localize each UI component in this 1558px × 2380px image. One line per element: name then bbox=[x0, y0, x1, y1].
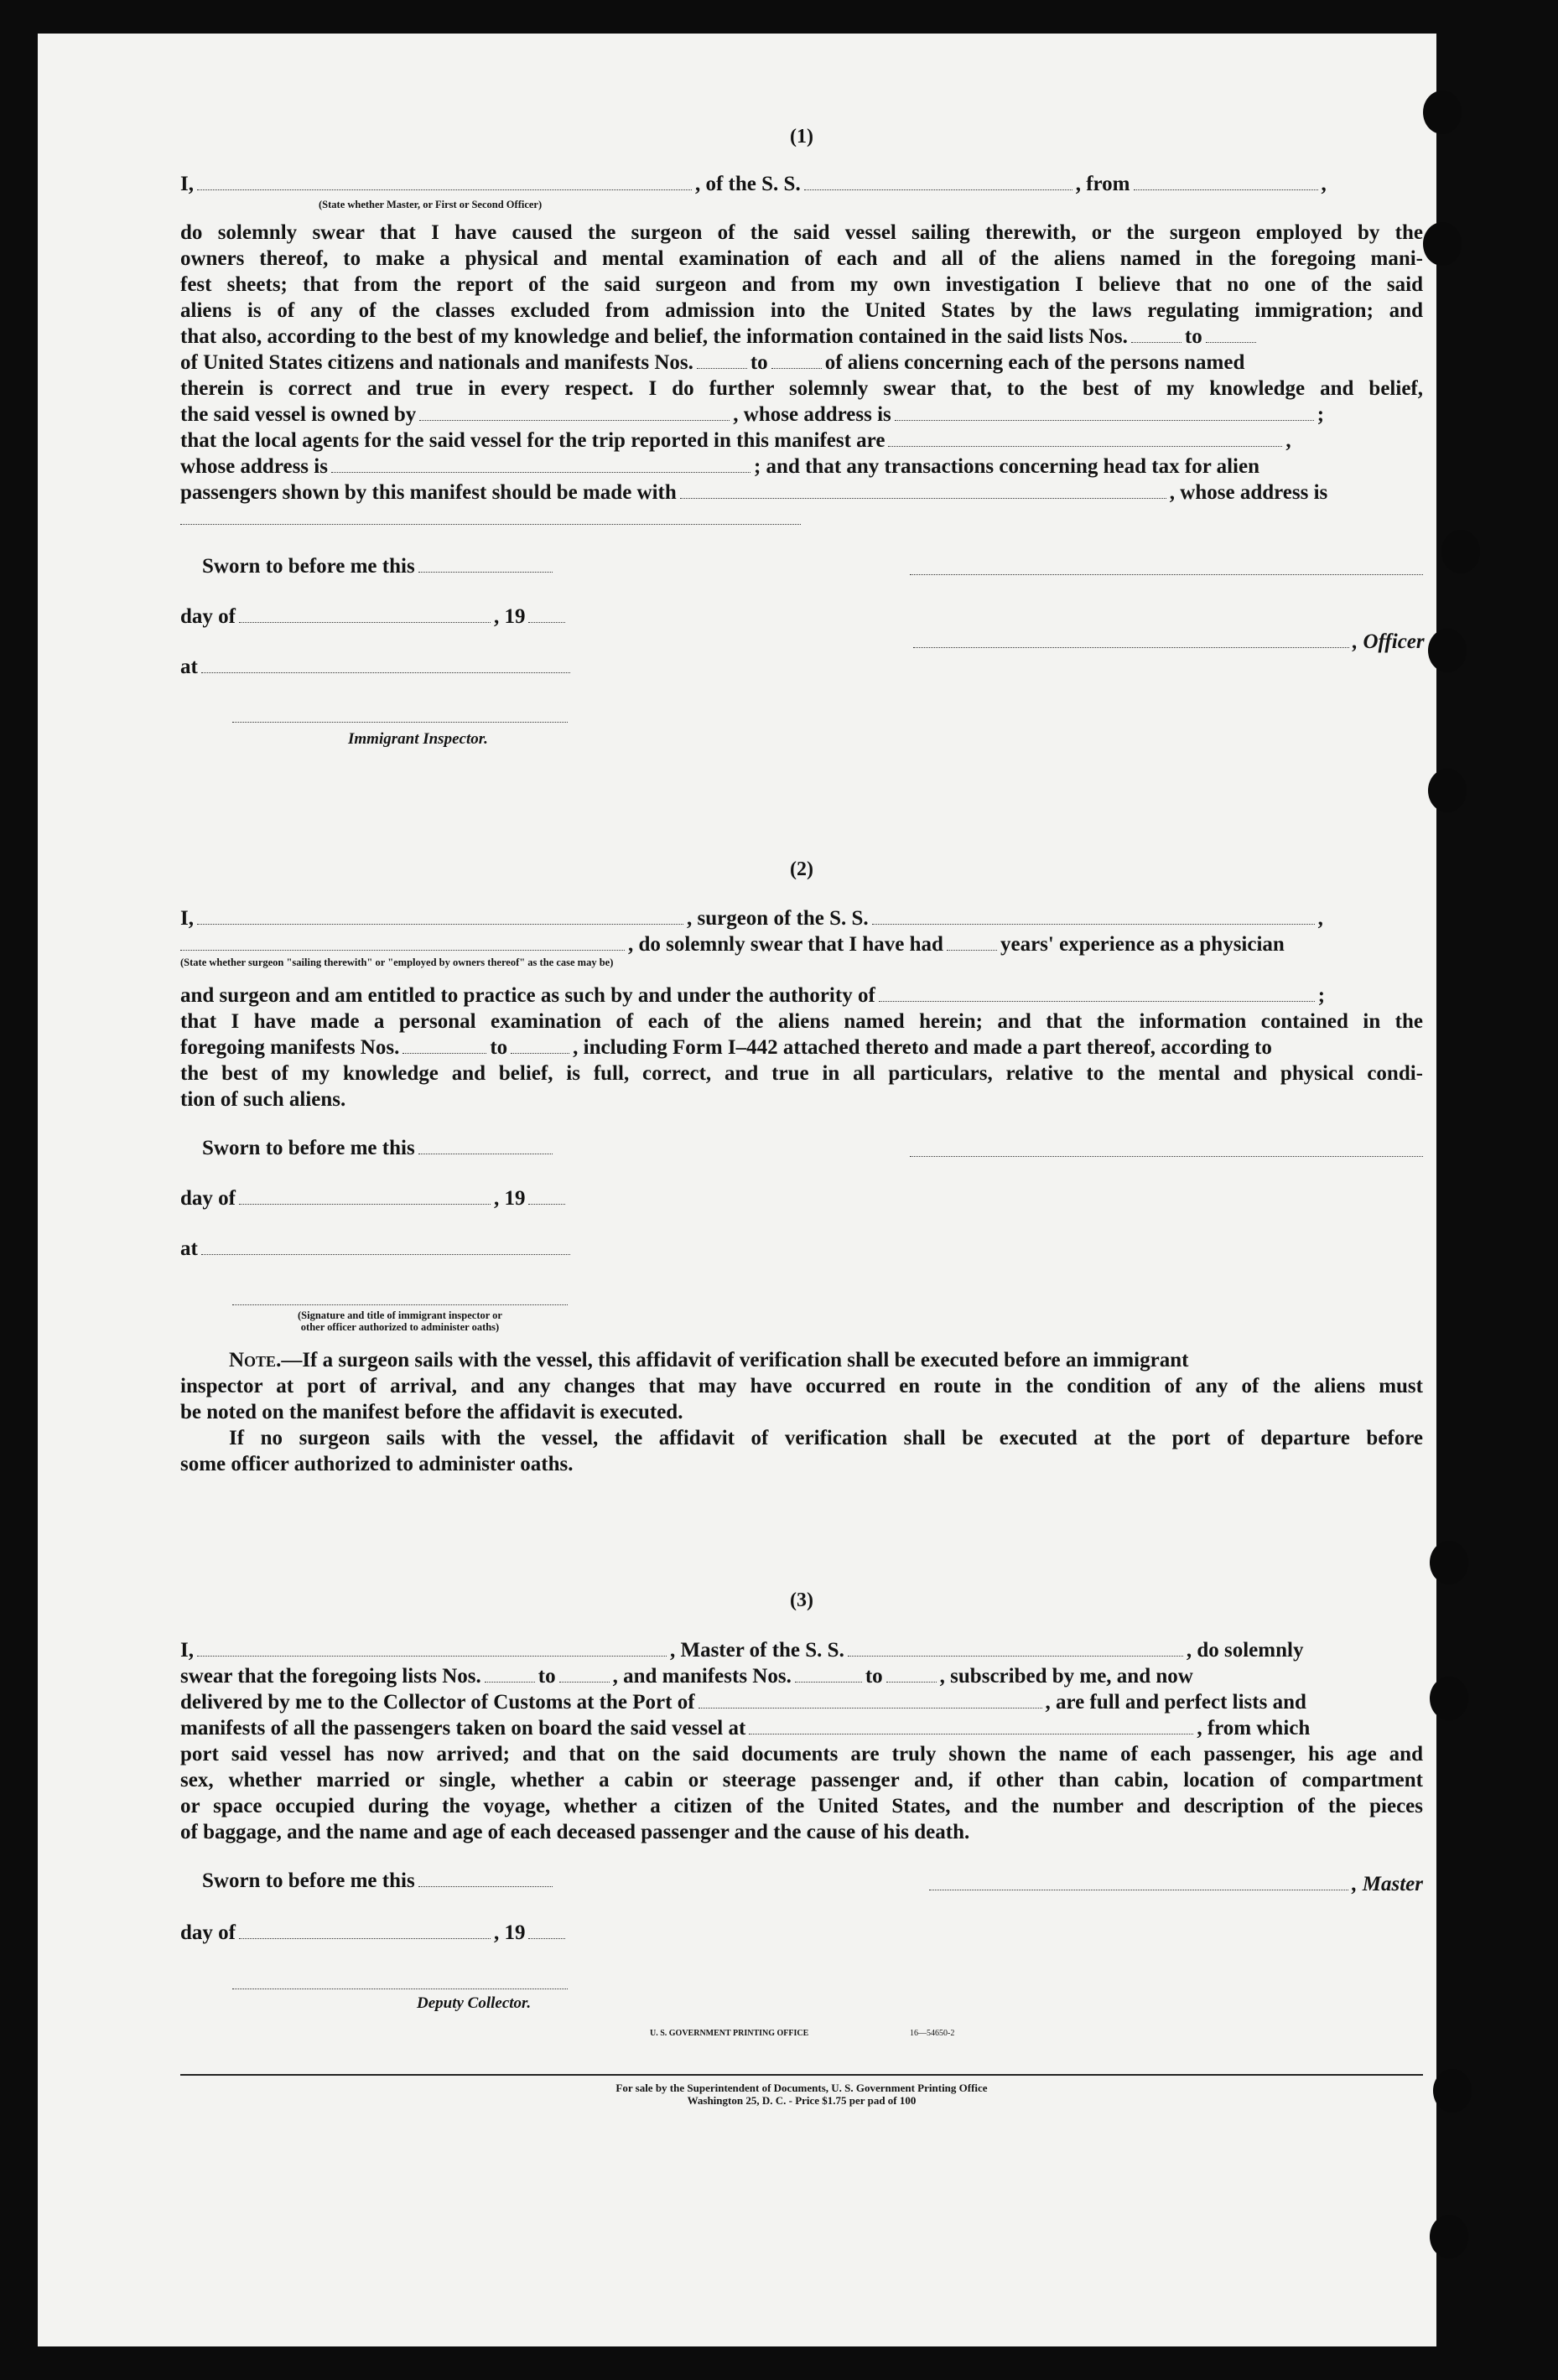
s2-month-field[interactable] bbox=[239, 1203, 491, 1205]
s2-manifest-from-field[interactable] bbox=[402, 1052, 486, 1054]
s2-inspector-signature-line[interactable] bbox=[232, 1304, 568, 1305]
s2-year-field[interactable] bbox=[528, 1203, 565, 1205]
s2-body-2: foregoing manifests Nos. to , including Form I–442 attached thereto and made a part thereof, according to bbox=[180, 1036, 1272, 1059]
s3-month-field[interactable] bbox=[239, 1937, 491, 1939]
s3-sworn-day-field[interactable] bbox=[418, 1885, 553, 1887]
section-3-heading: (3) bbox=[790, 1589, 813, 1611]
note-label: Note. bbox=[229, 1349, 282, 1371]
s3-vessel-field[interactable] bbox=[848, 1655, 1183, 1657]
s1-sworn: Sworn to before me this bbox=[202, 553, 1445, 579]
s1-body-7: the said vessel is owned by , whose address is ; bbox=[180, 403, 1325, 426]
owner-field[interactable] bbox=[419, 419, 730, 421]
s1-line-1: I, , of the S. S. , from , bbox=[180, 173, 1327, 195]
note-line-1: inspector at port of arrival, and any changes that may have occurred en route in the condition of any of the aliens must bbox=[180, 1375, 1423, 1397]
document-page bbox=[38, 34, 1436, 2346]
s3-manifest-to-field[interactable] bbox=[886, 1681, 937, 1683]
s1-body-1: owners thereof, to make a physical and mental examination of each and all of the aliens named in the foregoing mani- bbox=[180, 247, 1423, 270]
s1-officer-signature-line[interactable] bbox=[910, 574, 1423, 575]
s1-body-2: fest sheets; that from the report of the said surgeon and from my own investigation I believe that no one of the said bbox=[180, 273, 1423, 296]
s2-at: at bbox=[180, 1236, 1423, 1262]
printing-office: U. S. GOVERNMENT PRINTING OFFICE bbox=[650, 2029, 809, 2038]
deputy-collector-caption: Deputy Collector. bbox=[417, 1994, 532, 2012]
surgeon-name-field[interactable] bbox=[197, 923, 683, 925]
s3-line-4: manifests of all the passengers taken on board the said vessel at , from which bbox=[180, 1717, 1311, 1740]
s1-at: at bbox=[180, 654, 1423, 680]
master-field[interactable] bbox=[197, 189, 692, 190]
head-tax-address-field[interactable] bbox=[180, 524, 801, 525]
s2-line-1: I, , surgeon of the S. S. , bbox=[180, 907, 1323, 930]
s2-manifest-to-field[interactable] bbox=[511, 1052, 569, 1054]
footer-rule bbox=[180, 2074, 1423, 2076]
s3-line-1: I, , Master of the S. S. , do solemnly bbox=[180, 1639, 1304, 1662]
s2-surgeon-signature-line[interactable] bbox=[910, 1156, 1423, 1157]
punch-hole bbox=[1441, 530, 1480, 573]
s3-list-to-field[interactable] bbox=[559, 1681, 610, 1683]
s1-year-field[interactable] bbox=[528, 621, 565, 623]
s1-at-field[interactable] bbox=[201, 671, 570, 673]
note-line-4: some officer authorized to administer oaths. bbox=[180, 1453, 574, 1475]
s1-body-10: passengers shown by this manifest should be made with , whose address is bbox=[180, 481, 1328, 504]
manifest-form bbox=[180, 34, 1423, 2380]
s3-list-from-field[interactable] bbox=[485, 1681, 535, 1683]
years-experience-field[interactable] bbox=[947, 949, 997, 951]
surgeon-type-field[interactable] bbox=[180, 949, 625, 951]
s1-body-8: that the local agents for the said vessel for the trip reported in this manifest are , bbox=[180, 429, 1291, 452]
s1-month-field[interactable] bbox=[239, 621, 491, 623]
manifest-no-from-field[interactable] bbox=[697, 367, 747, 369]
s3-master-name-field[interactable] bbox=[197, 1655, 667, 1657]
s2-day-of: day of , 19 bbox=[180, 1185, 1423, 1211]
s3-body-0: port said vessel has now arrived; and that on the said documents are truly shown the name of each passenger, his age and bbox=[180, 1743, 1423, 1766]
note-line-3: If no surgeon sails with the vessel, the affidavit of verification shall be executed at the port of departure before bbox=[229, 1427, 1423, 1449]
s3-master-label: , Master bbox=[910, 1871, 1423, 1897]
manifest-no-to-field[interactable] bbox=[771, 367, 822, 369]
owner-address-field[interactable] bbox=[895, 419, 1314, 421]
s1-officer-field[interactable] bbox=[913, 646, 1349, 648]
vessel-name-field[interactable] bbox=[804, 189, 1072, 190]
s2-line-2: , do solemnly swear that I have had years' experience as a physician bbox=[180, 931, 1423, 957]
s2-body-1: that I have made a personal examination of each of the aliens named herein; and that the information contained in the bbox=[180, 1010, 1423, 1033]
note-line-0: Note.—If a surgeon sails with the vessel, this affidavit of verification shall be executed before an immigrant bbox=[229, 1349, 1189, 1371]
section-2-heading: (2) bbox=[790, 858, 813, 880]
list-no-to-field[interactable] bbox=[1206, 341, 1256, 343]
s1-body-0: do solemnly swear that I have caused the surgeon of the said vessel sailing therewith, or the surgeon employed by the bbox=[180, 221, 1423, 244]
s2-body-4: tion of such aliens. bbox=[180, 1088, 346, 1111]
authority-field[interactable] bbox=[879, 1000, 1315, 1002]
s1-body-9: whose address is ; and that any transactions concerning head tax for alien bbox=[180, 455, 1259, 478]
s1-officer-label: , Officer bbox=[910, 629, 1423, 655]
s3-body-3: of baggage, and the name and age of each deceased passenger and the cause of his death. bbox=[180, 1821, 970, 1843]
s2-vessel-field[interactable] bbox=[872, 923, 1315, 925]
s3-master-signature-field[interactable] bbox=[929, 1889, 1348, 1890]
s1-body-5: of United States citizens and nationals and manifests Nos. to of aliens concerning each of the persons named bbox=[180, 351, 1245, 374]
s3-day-of: day of , 19 bbox=[180, 1920, 1423, 1946]
surgeon-caption: (State whether surgeon "sailing therewith" or "employed by owners thereof" as the case may be) bbox=[180, 957, 614, 968]
for-sale-notice: For sale by the Superintendent of Documents, U. S. Government Printing Office bbox=[615, 2082, 988, 2094]
s1-day-of: day of , 19 bbox=[180, 604, 1423, 630]
s1-sworn-day-field[interactable] bbox=[418, 571, 553, 573]
s1-body-3: aliens is of any of the classes excluded from admission into the United States by the laws regulating immigration; and bbox=[180, 299, 1423, 322]
s3-boarded-at-field[interactable] bbox=[749, 1733, 1193, 1734]
s3-line-3: delivered by me to the Collector of Customs at the Port of , are full and perfect lists and bbox=[180, 1691, 1306, 1714]
local-agents-field[interactable] bbox=[888, 445, 1282, 447]
signature-caption-1: (Signature and title of immigrant inspector or bbox=[298, 1309, 502, 1321]
s2-body-3: the best of my knowledge and belief, is full, correct, and true in all particulars, relative to the mental and physical condi- bbox=[180, 1062, 1423, 1085]
s2-at-field[interactable] bbox=[201, 1253, 570, 1255]
s1-inspector-signature-line[interactable] bbox=[232, 722, 568, 723]
punch-hole bbox=[1433, 2069, 1472, 2113]
s3-year-field[interactable] bbox=[528, 1937, 565, 1939]
list-no-from-field[interactable] bbox=[1131, 341, 1181, 343]
s3-body-1: sex, whether married or single, whether a cabin or steerage passenger and, if other than cabin, location of compartment bbox=[180, 1769, 1423, 1791]
price-notice: Washington 25, D. C. - Price $1.75 per pad of 100 bbox=[687, 2094, 917, 2107]
immigrant-inspector-caption: Immigrant Inspector. bbox=[348, 730, 488, 748]
s3-line-2: swear that the foregoing lists Nos. to , and manifests Nos. to , subscribed by me, and now bbox=[180, 1665, 1193, 1688]
signature-caption-2: other officer authorized to administer oaths) bbox=[300, 1321, 500, 1333]
s3-sworn: Sworn to before me this bbox=[202, 1868, 1445, 1894]
form-number: 16—54650-2 bbox=[910, 2029, 955, 2038]
s2-sworn: Sworn to before me this bbox=[202, 1135, 1445, 1161]
agent-address-field[interactable] bbox=[331, 471, 750, 473]
s2-body-0: and surgeon and am entitled to practice as such by and under the authority of ; bbox=[180, 984, 1326, 1007]
s3-manifest-from-field[interactable] bbox=[795, 1681, 862, 1683]
s1-body-6: therein is correct and true in every respect. I do further solemnly swear that, to the best of my knowledge and belief, bbox=[180, 377, 1423, 400]
master-caption: (State whether Master, or First or Second Officer) bbox=[319, 199, 543, 210]
s2-sworn-day-field[interactable] bbox=[418, 1153, 553, 1154]
section-1-heading: (1) bbox=[790, 126, 813, 148]
s3-port-field[interactable] bbox=[699, 1707, 1042, 1709]
s3-body-2: or space occupied during the voyage, whether a citizen of the United States, and the number and description of the pieces bbox=[180, 1795, 1423, 1817]
head-tax-party-field[interactable] bbox=[680, 497, 1166, 499]
s1-body-4: that also, according to the best of my knowledge and belief, the information contained in the said lists Nos. to bbox=[180, 324, 1423, 350]
from-port-field[interactable] bbox=[1134, 189, 1318, 190]
note-line-2: be noted on the manifest before the affidavit is executed. bbox=[180, 1401, 683, 1423]
